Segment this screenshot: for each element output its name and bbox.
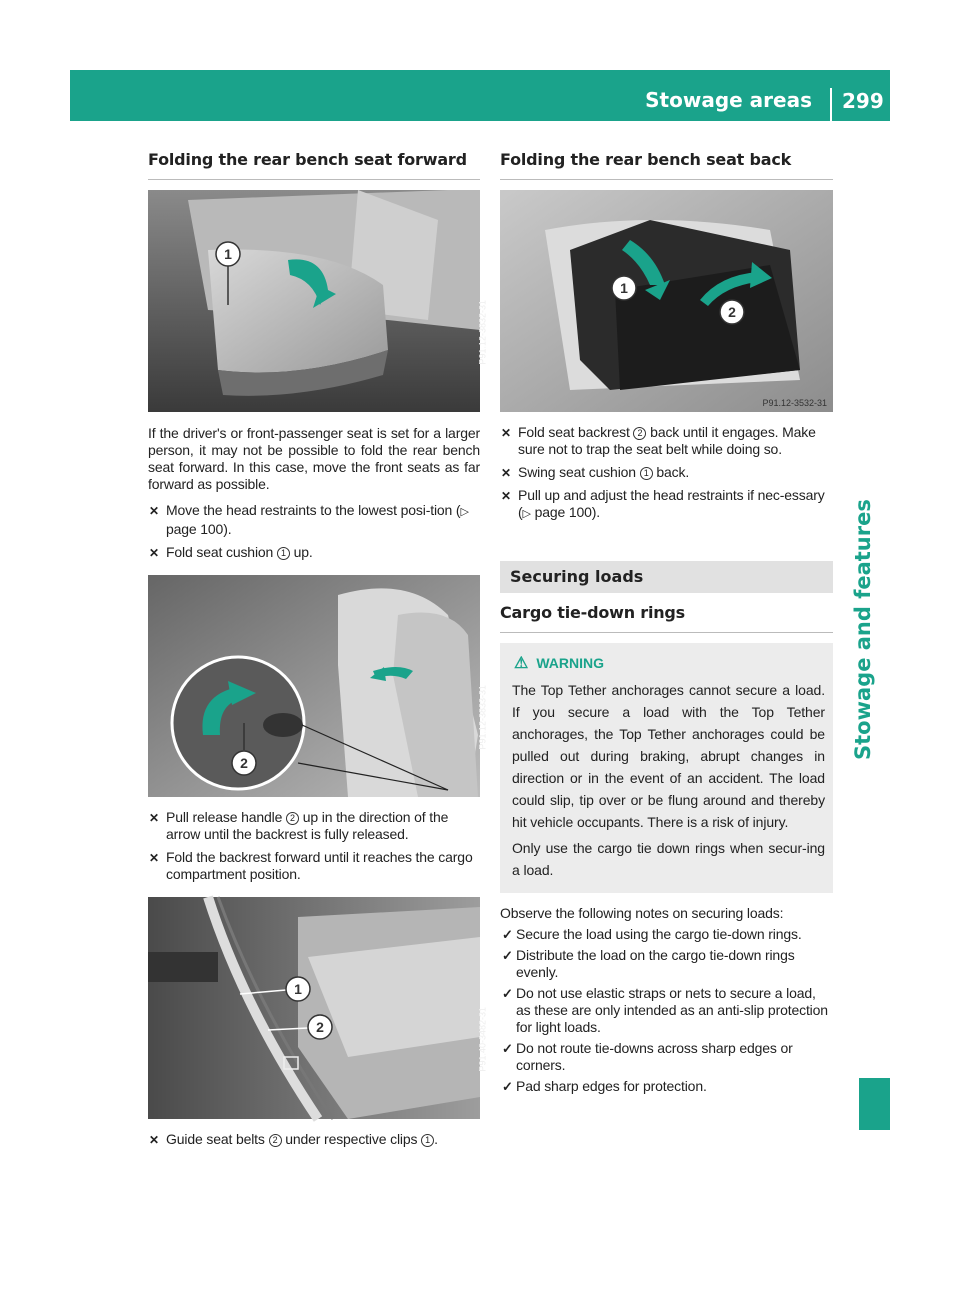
photo-release-handle — [148, 575, 488, 797]
list-item: ✓ Do not route tie-downs across sharp edges or corners. — [502, 1040, 793, 1073]
step-arrow-icon: ✕ — [149, 504, 159, 518]
marker-one: 1 — [294, 981, 302, 997]
warning-label: WARNING — [536, 655, 605, 671]
image-code: P91.12-3833-31 — [478, 685, 488, 750]
page-number: 299 — [842, 89, 884, 113]
bullet-check-icon: ✓ — [502, 1079, 513, 1094]
marker-one: 1 — [620, 280, 628, 296]
page-ref-triangle-icon: ▷ — [522, 508, 531, 520]
step-swing-cushion: ✕ Swing seat cushion 1 back. — [501, 464, 690, 480]
marker-two-inline: 2 — [269, 1134, 282, 1147]
section-securing-loads: Securing loads — [500, 561, 833, 593]
side-tab — [843, 499, 883, 800]
photo-seat-cushion — [148, 190, 488, 412]
image-code: P91.12-3532-31 — [762, 398, 827, 408]
step-guide-belts: ✕ Guide seat belts 2 under respective clips 1 . — [149, 1131, 438, 1147]
image-code: P91.12-3832-31 — [478, 300, 488, 365]
fold-back-illustration — [500, 190, 833, 412]
step-arrow-icon: ✕ — [501, 426, 511, 440]
step-arrow-icon: ✕ — [149, 1133, 159, 1147]
bullet-check-icon: ✓ — [502, 986, 513, 1001]
step-arrow-icon: ✕ — [501, 466, 511, 480]
photo-seat-belts — [148, 897, 488, 1119]
warning-text: The Top Tether anchorages cannot secure a load. If you secure a load with the Top Tether anchorages, the Top Tether anchorages could be pulled out during braking, abrupt changes in direction or in the event of an accident. The load could slip, tip over or be flung around and thereby hit vehicle occupants. There is a risk of injury. — [512, 682, 825, 830]
side-tab-label: Stowage and features — [851, 499, 875, 760]
marker-one-inline: 1 — [640, 467, 653, 480]
warning-header — [512, 653, 825, 673]
seat-belt-illustration — [148, 897, 480, 1119]
right-column — [500, 150, 833, 1095]
release-handle-illustration — [148, 575, 480, 797]
bullet-check-icon: ✓ — [502, 1041, 513, 1056]
section-title: Stowage areas — [645, 88, 812, 112]
step-fold-backrest-back: ✕ Fold seat backrest 2 back until it engages. Make sure not to trap the seat belt while doing so. — [501, 424, 816, 457]
step-fold-backrest: ✕ Fold the backrest forward until it reaches the cargo compartment position. — [149, 849, 473, 882]
left-column — [148, 150, 488, 1148]
image-code: P91.40-3482-31 — [478, 1007, 488, 1072]
marker-two-inline: 2 — [286, 812, 299, 825]
marker-two: 2 — [728, 304, 736, 320]
intro-paragraph: If the driver's or front-passenger seat is set for a larger person, it may not be possible to fold the rear bench seat forward. In this case, move the front seats as far forward as possible. — [148, 425, 480, 492]
list-item: ✓ Pad sharp edges for protection. — [502, 1078, 707, 1094]
step-head-restraints: ✕ Move the head restraints to the lowest posi-tion (▷ page 100). — [149, 502, 469, 537]
seat-cushion-illustration — [148, 190, 480, 412]
list-item: ✓ Secure the load using the cargo tie-down rings. — [502, 926, 802, 942]
section-heading-fold-forward: Folding the rear bench seat forward — [148, 150, 480, 180]
step-arrow-icon: ✕ — [149, 851, 159, 865]
step-arrow-icon: ✕ — [149, 546, 159, 560]
marker-two: 2 — [316, 1019, 324, 1035]
side-tab-marker — [859, 1078, 890, 1130]
header-bar — [70, 70, 890, 121]
observe-paragraph: Observe the following notes on securing loads: — [500, 905, 784, 921]
subheading-cargo-rings: Cargo tie-down rings — [500, 603, 833, 633]
bullet-check-icon: ✓ — [502, 927, 513, 942]
page-ref-link[interactable]: page 100). — [534, 504, 601, 520]
page-ref-triangle-icon: ▷ — [460, 506, 469, 518]
warning-triangle-icon: ⚠ — [514, 655, 529, 672]
page-ref-link[interactable]: page 100). — [166, 521, 232, 537]
list-item: ✓ Do not use elastic straps or nets to secure a load, as these are only intended as an anti-slip protection for light loads. — [502, 985, 828, 1035]
step-arrow-icon: ✕ — [149, 811, 159, 825]
bullet-check-icon: ✓ — [502, 948, 513, 963]
photo-fold-back — [500, 190, 833, 412]
warning-box — [500, 643, 833, 893]
header-divider — [830, 88, 832, 121]
marker-one-inline: 1 — [277, 547, 290, 560]
marker-two-inline: 2 — [633, 427, 646, 440]
marker-two: 2 — [240, 755, 248, 771]
section-heading-fold-back: Folding the rear bench seat back — [500, 150, 833, 180]
list-item: ✓ Distribute the load on the cargo tie-down rings evenly. — [502, 947, 795, 980]
warning-instruction: Only use the cargo tie down rings when secur-ing a load. — [512, 840, 825, 878]
step-fold-cushion: ✕ Fold seat cushion 1 up. — [149, 544, 313, 560]
step-adjust-restraints: ✕ Pull up and adjust the head restraints if nec-essary (▷ page 100). — [501, 487, 825, 520]
step-pull-handle: ✕ Pull release handle 2 up in the direction of the arrow until the backrest is fully released. — [149, 809, 449, 842]
marker-one-inline: 1 — [421, 1134, 434, 1147]
step-arrow-icon: ✕ — [501, 489, 511, 503]
marker-one: 1 — [224, 246, 232, 262]
